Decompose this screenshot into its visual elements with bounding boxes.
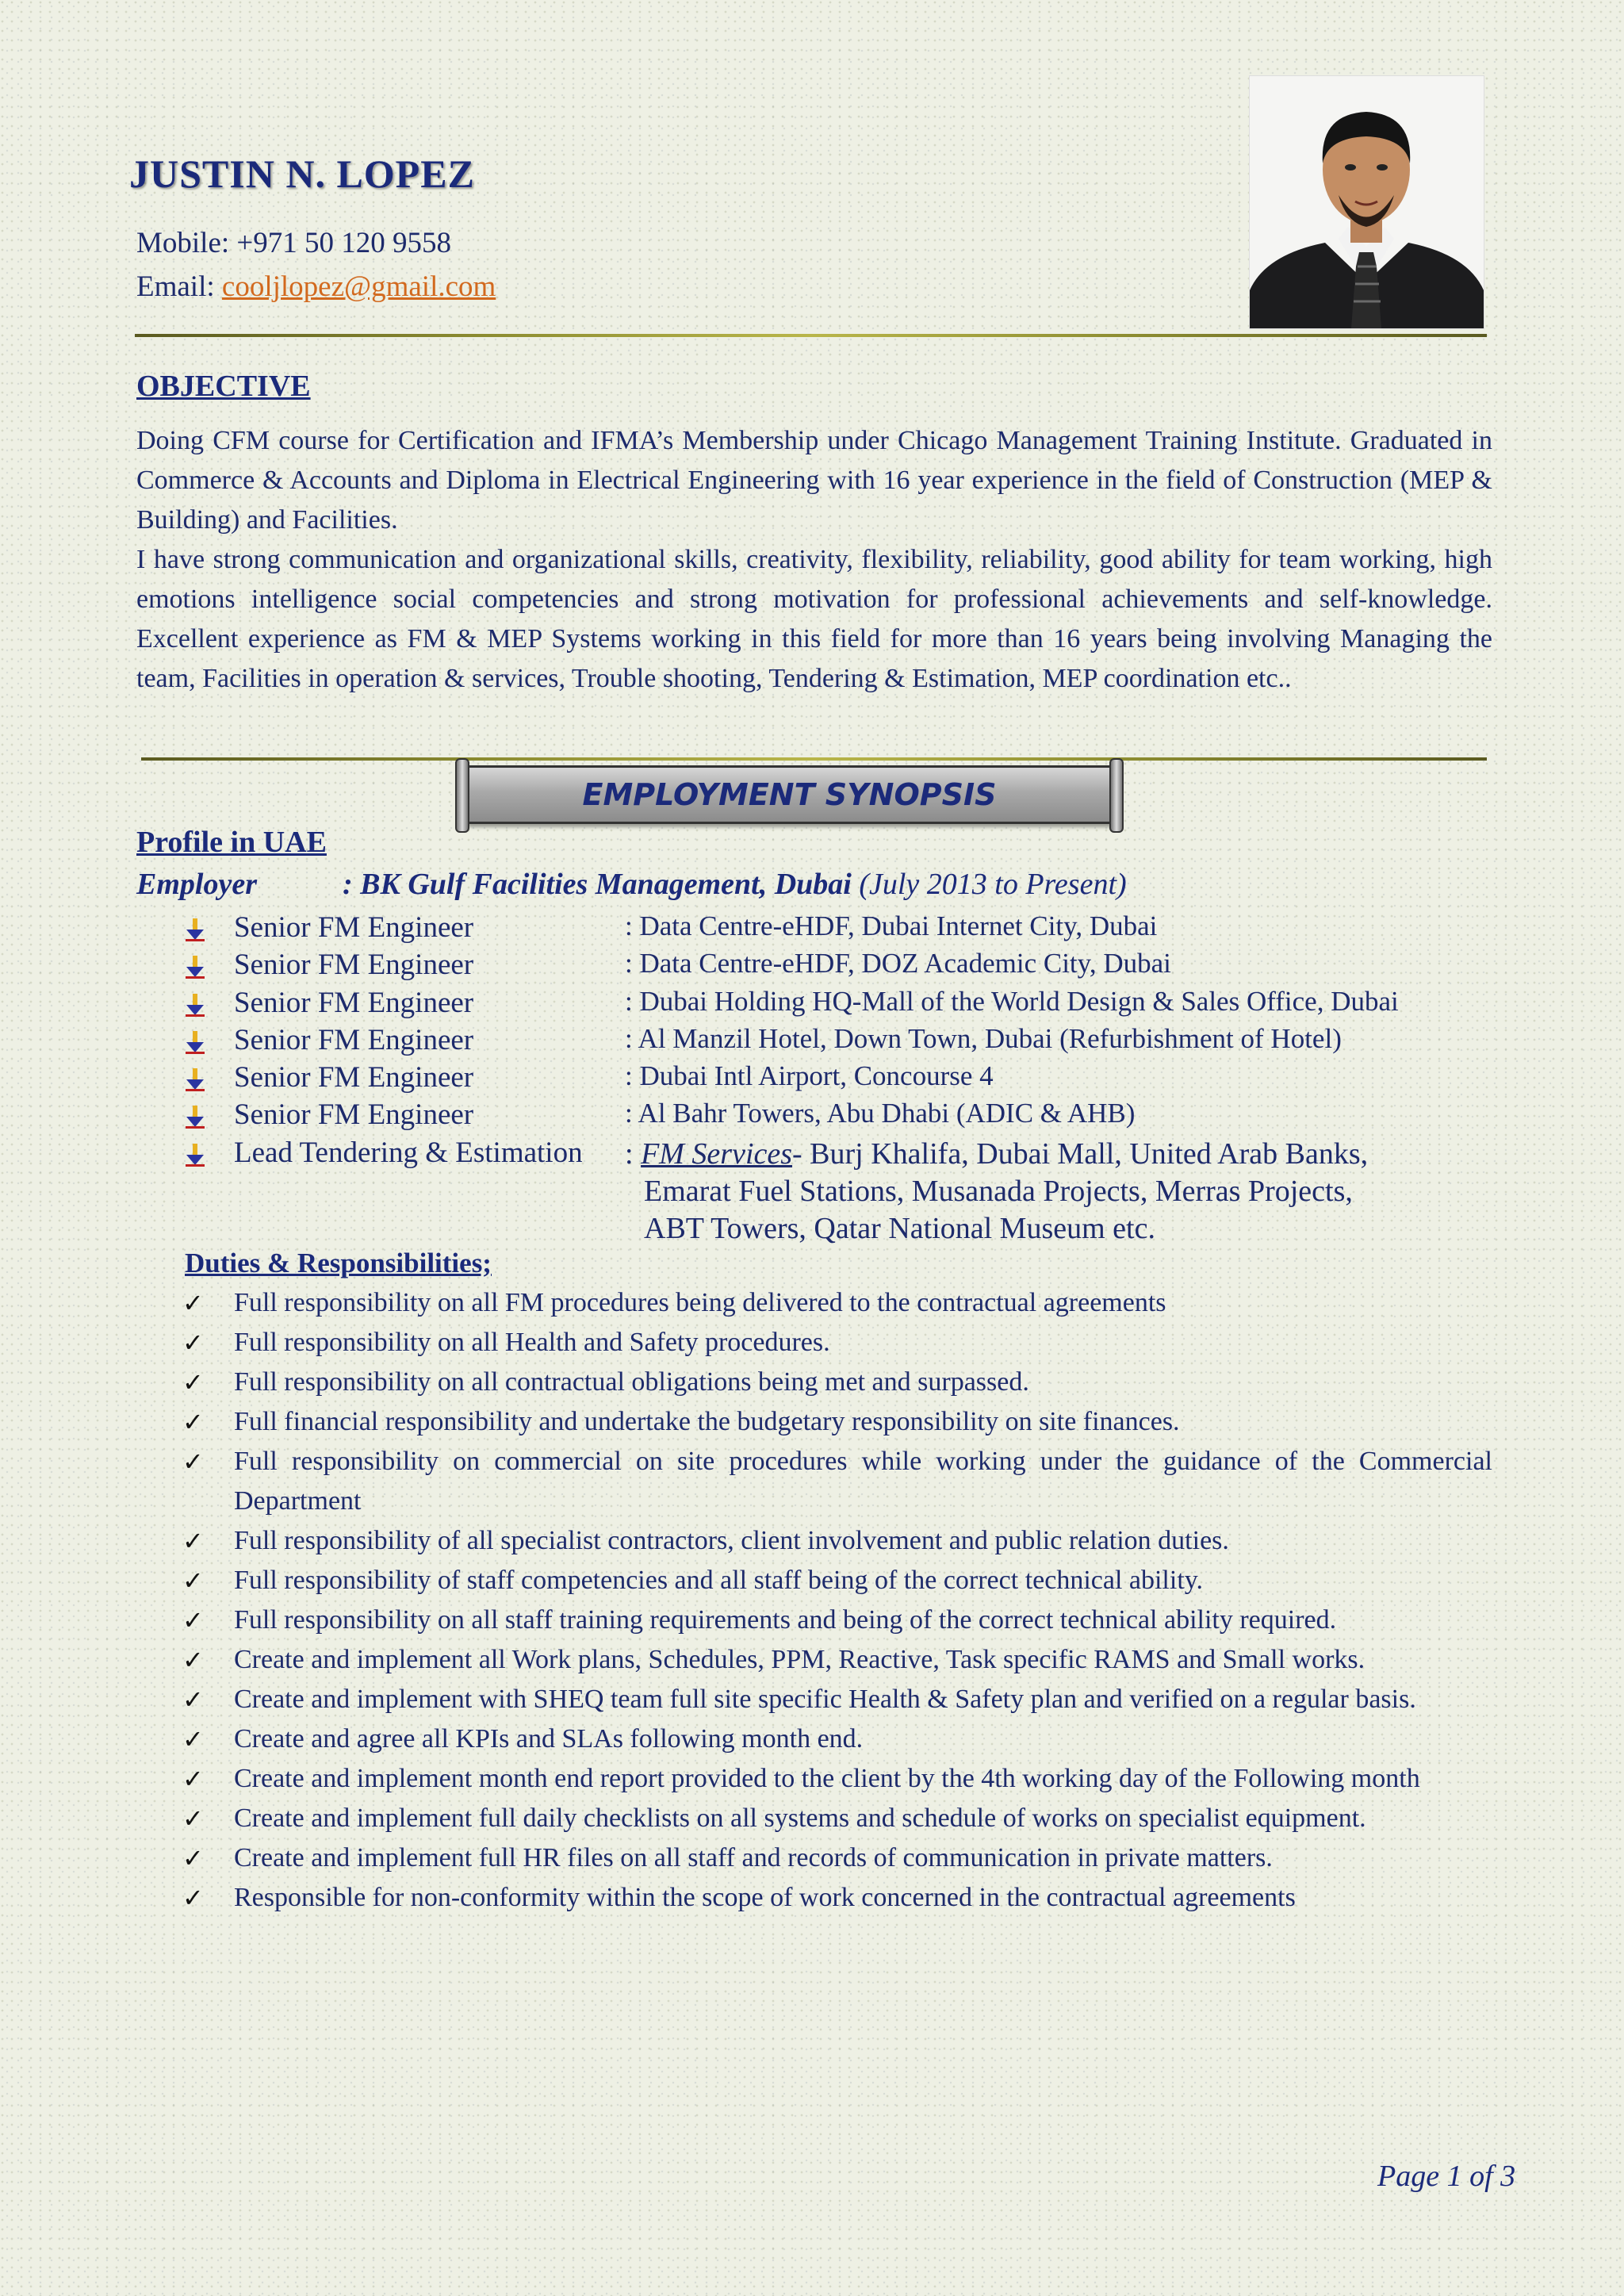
duty-item [182,1799,1492,1838]
banner-left-roll [455,758,469,833]
header-divider [135,334,1487,337]
employer-name: : BK Gulf Facilities Management, Dubai [343,868,852,901]
role-title: Lead Tendering & Estimation [234,1136,583,1169]
check-icon: ✓ [182,1605,204,1635]
check-icon: ✓ [182,1803,204,1834]
role-location [625,1136,1368,1248]
duties-heading: Duties & Responsibilities; [185,1248,492,1278]
duty-item [182,1719,1492,1759]
duty-item [182,1561,1492,1600]
duty-text: Responsible for non-conformity within the scope of work concerned in the contractual agreements [234,1883,1296,1912]
duty-item [182,1402,1492,1442]
duty-text: Full responsibility of all specialist contractors, client involvement and public relation duties. [234,1526,1229,1555]
profile-photo [1249,75,1484,329]
objective-heading: OBJECTIVE [136,370,311,403]
check-icon: ✓ [182,1764,204,1794]
role-location: : Dubai Holding HQ-Mall of the World Design & Sales Office, Dubai [625,985,1399,1017]
check-icon: ✓ [182,1685,204,1715]
duty-item [182,1680,1492,1719]
employer-label: Employer [136,868,257,901]
duty-item [182,1640,1492,1680]
candidate-name: JUSTIN N. LOPEZ [129,151,475,196]
duty-text: Create and agree all KPIs and SLAs following month end. [234,1724,864,1754]
duty-text: Create and implement all Work plans, Schedules, PPM, Reactive, Task specific RAMS and Small works. [234,1645,1365,1674]
email-label: Email: [136,270,222,303]
arrow-bullet-icon [182,1067,208,1092]
check-icon: ✓ [182,1843,204,1873]
role-title: Senior FM Engineer [234,911,474,944]
lead-colon: : [625,1137,634,1171]
lead-projects-line-1: - Burj Khalifa, Dubai Mall, United Arab Banks, [792,1137,1369,1171]
duty-text: Full responsibility on all FM procedures being delivered to the contractual agreements [234,1288,1166,1317]
email-line [136,270,496,304]
check-icon: ✓ [182,1724,204,1754]
employment-synopsis-banner [464,765,1115,824]
banner-right-roll [1109,758,1124,833]
mobile-label: Mobile: [136,227,237,259]
role-title: Senior FM Engineer [234,1061,474,1094]
duty-item [182,1838,1492,1878]
duty-item [182,1363,1492,1402]
duty-item [182,1442,1492,1521]
role-title: Senior FM Engineer [234,949,474,982]
duty-text: Create and implement full daily checklists on all systems and schedule of works on specialist equipment. [234,1803,1366,1833]
check-icon: ✓ [182,1526,204,1556]
role-location: : Al Manzil Hotel, Down Town, Dubai (Refurbishment of Hotel) [625,1022,1342,1054]
fm-services-label: FM Services [641,1137,793,1171]
check-icon: ✓ [182,1288,204,1318]
duty-text: Full responsibility on all Health and Safety procedures. [234,1328,830,1357]
duty-item [182,1878,1492,1918]
duty-text: Create and implement with SHEQ team full site specific Health & Safety plan and verified on a regular basis. [234,1685,1416,1714]
arrow-bullet-icon [182,1104,208,1129]
duties-list [182,1283,1492,1918]
lead-projects-line-2: Emarat Fuel Stations, Musanada Projects, Merras Projects, [644,1174,1353,1208]
check-icon: ✓ [182,1883,204,1913]
arrow-bullet-icon [182,954,208,979]
duty-text: Full responsibility on all staff training requirements and being of the correct technical ability required. [234,1605,1337,1635]
role-location: : Data Centre-eHDF, Dubai Internet City, Dubai [625,910,1158,941]
lead-projects-line-3: ABT Towers, Qatar National Museum etc. [644,1211,1155,1245]
arrow-bullet-icon [182,917,208,942]
email-link[interactable]: cooljlopez@gmail.com [221,270,496,303]
check-icon: ✓ [182,1328,204,1358]
duty-item [182,1600,1492,1640]
duty-text: Full responsibility of staff competencies and all staff being of the correct technical ability. [234,1566,1204,1595]
employer-dates: (July 2013 to Present) [859,868,1127,901]
mobile-line [136,226,451,260]
check-icon: ✓ [182,1566,204,1596]
duty-text: Create and implement full HR files on all staff and records of communication in private matters. [234,1843,1273,1872]
objective-paragraph-2: I have strong communication and organizational skills, creativity, flexibility, reliability, good ability for team working, high emotions intelligence social competencies and strong motivation for professional achievements and self-knowledge. Excellent experience as FM & MEP Systems working in this field for more than 16 years being involving Managing the team, Facilities in operation & services, Trouble shooting, Tendering & Estimation, MEP coordination etc.. [136,545,1492,693]
duty-item [182,1323,1492,1363]
duty-item [182,1283,1492,1323]
role-title: Senior FM Engineer [234,1098,474,1132]
role-title: Senior FM Engineer [234,986,474,1019]
check-icon: ✓ [182,1447,204,1477]
check-icon: ✓ [182,1645,204,1675]
arrow-bullet-icon [182,1029,208,1055]
duty-item [182,1759,1492,1799]
arrow-bullet-icon [182,992,208,1018]
duty-item [182,1521,1492,1561]
role-title: Senior FM Engineer [234,1023,474,1056]
mobile-number: +971 50 120 9558 [236,227,452,259]
role-location: : Al Bahr Towers, Abu Dhabi (ADIC & AHB) [625,1098,1136,1129]
role-location: : Dubai Intl Airport, Concourse 4 [625,1060,994,1092]
duty-text: Full financial responsibility and undertake the budgetary responsibility on site finances. [234,1407,1180,1436]
check-icon: ✓ [182,1407,204,1437]
duty-text: Full responsibility on commercial on site procedures while working under the guidance of the Commercial Department [234,1447,1492,1516]
role-location: : Data Centre-eHDF, DOZ Academic City, Dubai [625,948,1171,979]
profile-heading: Profile in UAE [136,826,327,859]
banner-title: EMPLOYMENT SYNOPSIS [582,777,997,812]
duty-text: Create and implement month end report provided to the client by the 4th working day of the Following month [234,1764,1420,1793]
employer-line [136,867,1127,902]
page-number: Page 1 of 3 [1377,2160,1516,2193]
objective-paragraph-1: Doing CFM course for Certification and IFMA’s Membership under Chicago Management Training Institute. Graduated in Commerce & Accounts and Diploma in Electrical Engineering with 16 year experience in the field of Construction (MEP & Building) and Facilities. [136,426,1492,535]
objective-divider [141,757,1487,761]
duty-text: Full responsibility on all contractual obligations being met and surpassed. [234,1367,1029,1397]
check-icon: ✓ [182,1367,204,1397]
arrow-bullet-icon [182,1142,208,1167]
